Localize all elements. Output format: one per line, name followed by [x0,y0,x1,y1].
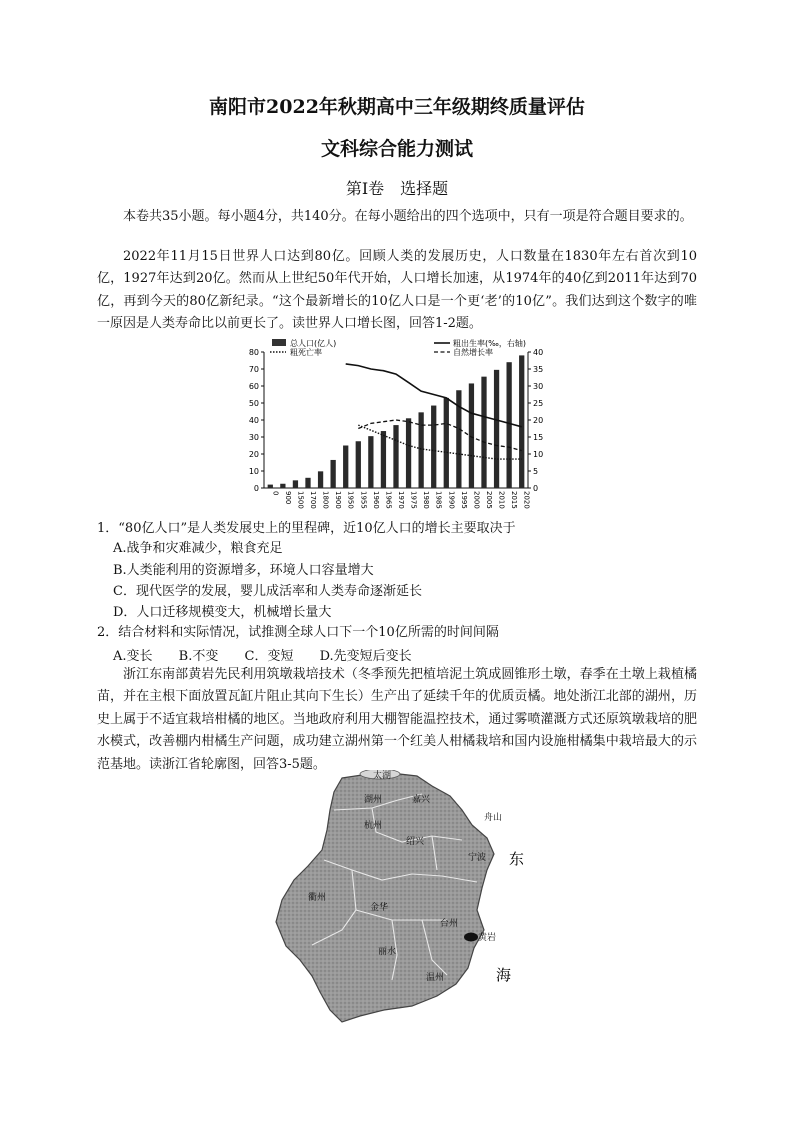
left-tick-label: 70 [248,365,259,374]
right-tick-label: 25 [533,399,544,408]
right-tick-label: 5 [533,467,539,476]
left-tick-label: 30 [248,433,259,442]
population-bar [469,383,474,488]
right-tick-label: 0 [533,484,539,493]
left-tick-label: 60 [248,382,259,391]
legend-growth-label: 自然增长率 [453,348,493,357]
q2-options [113,645,434,664]
right-tick-label: 40 [533,348,544,357]
right-tick-label: 30 [533,382,544,391]
map-label-lishui: 丽水 [378,947,397,957]
left-tick-label: 80 [248,348,259,357]
x-tick-label: 1950 [346,491,355,509]
map-label-taihu: 太湖 [373,771,392,781]
left-tick-label: 50 [248,399,259,408]
population-bar [318,471,323,488]
x-tick-label: 1800 [321,491,330,509]
population-bar [507,362,512,488]
x-tick-label: 0 [271,491,280,496]
section-heading: 第Ⅰ卷 选择题 [345,179,449,198]
left-tick-label: 0 [253,484,259,493]
map-label-wenzhou: 温州 [426,973,445,983]
map-label-taizhou: 台州 [440,919,459,929]
map-label-jiaxing: 嘉兴 [412,795,431,805]
x-tick-label: 1960 [371,491,380,509]
population-chart [238,338,568,510]
population-bar [280,484,285,488]
x-tick-label: 1995 [459,491,468,509]
population-bar [393,425,398,488]
q2-option-a: A.变长 [113,649,153,664]
population-bar [519,355,524,488]
q2-option-c: C．变短 [244,649,294,664]
population-bar [494,370,499,488]
legend-death-label: 粗死亡率 [290,348,322,357]
legend-birth-label: 粗出生率(‰，右轴) [453,339,526,348]
x-tick-label: 2020 [522,491,531,509]
map-label-hangzhou: 杭州 [364,821,383,831]
q1-option-d: D．人口迁移规模变大，机械增长量大 [113,605,332,620]
map-label-zhoushan: 舟山 [484,813,503,823]
zhejiang-map [272,770,540,1032]
q2-option-b: B.不变 [178,649,219,664]
right-tick-label: 15 [533,433,544,442]
legend-bars-label: 总人口(亿人) [290,339,337,348]
map-label-huzhou: 湖州 [364,795,383,805]
population-bar [368,436,373,488]
population-bar [406,418,411,488]
population-bar [481,377,486,488]
x-tick-label: 2000 [472,491,481,509]
population-bar [293,480,298,488]
population-bar [431,406,436,488]
x-tick-label: 2015 [510,491,519,509]
map-label-huangyan: 黄岩 [478,933,497,943]
population-bar [305,478,310,488]
x-tick-label: 900 [283,491,292,505]
q1-option-c: C．现代医学的发展，婴儿成活率和人类寿命逐渐延长 [113,584,422,599]
x-tick-label: 1700 [309,491,317,509]
x-tick-label: 1900 [334,491,343,509]
huangyan-marker [464,933,478,942]
population-bar [356,441,361,488]
right-tick-label: 35 [533,365,544,374]
x-tick-label: 1980 [422,491,431,509]
q1-stem: 1．“80亿人口”是人类发展史上的里程碑，近10亿人口的增长主要取决于 [97,521,516,536]
population-bar [331,460,336,488]
q2-stem: 2．结合材料和实际情况，试推测全球人口下一个10亿所需的时间间隔 [97,625,499,640]
x-tick-label: 1500 [296,491,305,509]
q1-option-a: A.战争和灾难减少，粮食充足 [113,541,283,556]
x-tick-label: 1990 [447,491,456,509]
population-bar [343,446,348,489]
population-bar [419,412,424,488]
population-bar [444,398,449,488]
x-tick-label: 2005 [485,491,493,509]
map-sea-label-sea: 海 [496,966,512,984]
left-tick-label: 10 [248,467,259,476]
right-tick-label: 10 [533,450,544,459]
page-subtitle: 文科综合能力测试 [320,138,473,160]
x-tick-label: 1965 [384,491,393,509]
map-sea-label-east: 东 [509,850,525,868]
left-tick-label: 20 [248,450,259,459]
q2-option-d: D.先变短后变长 [319,649,412,664]
population-bar [268,485,273,488]
q1-option-b: B.人类能利用的资源增多，环境人口容量增大 [113,563,374,578]
passage-population: 2022年11月15日世界人口达到80亿。回顾人类的发展历史，人口数量在1830年左右首次到10亿，1927年达到20亿。然而从上世纪50年代开始，人口增长加速，从1974年的40亿到2011年达到70亿，再到今天的80亿新纪录。“这个最新增长的10亿人口是一个更‘老’的10亿”。我们达到这个数字的唯一原因是人类寿命比以前更长了。读世界人口增长图，回答1-2题。 [97,249,697,332]
map-label-shaoxing: 绍兴 [406,837,425,847]
x-tick-label: 1955 [359,491,368,509]
legend-bar-swatch [272,339,286,346]
map-label-quzhou: 衢州 [308,893,327,903]
x-tick-label: 2010 [497,491,506,509]
left-tick-label: 40 [248,416,259,425]
x-tick-label: 1985 [434,491,443,509]
page-title: 南阳市2022年秋期高中三年级期终质量评估 [209,96,585,118]
x-tick-label: 1970 [397,491,405,509]
passage-zhejiang: 浙江东南部黄岩先民利用筑墩栽培技术（冬季预先把植培泥土筑成圆锥形土墩，春季在土墩上栽植橘苗，并在主根下面放置瓦缸片阻止其向下生长）生产出了延续千年的优质贡橘。地处浙江北部的湖州，历史上属于不适宜栽培柑橘的地区。当地政府利用大棚智能温控技术，通过雾喷灌溉方式还原筑墩栽培的肥水模式，改善棚内柑橘生产问题，成功建立湖州第一个红美人柑橘栽培和国内设施柑橘集中栽培最大的示范基地。读浙江省轮廓图，回答3-5题。 [97,667,697,772]
population-bar [381,431,386,488]
map-label-ningbo: 宁波 [468,853,487,863]
intro-paragraph: 本卷共35小题。每小题4分，共140分。在每小题给出的四个选项中，只有一项是符合题目要求的。 [123,209,693,224]
right-tick-label: 20 [533,416,544,425]
x-tick-label: 1975 [409,491,418,509]
map-label-jinhua: 金华 [370,903,389,913]
